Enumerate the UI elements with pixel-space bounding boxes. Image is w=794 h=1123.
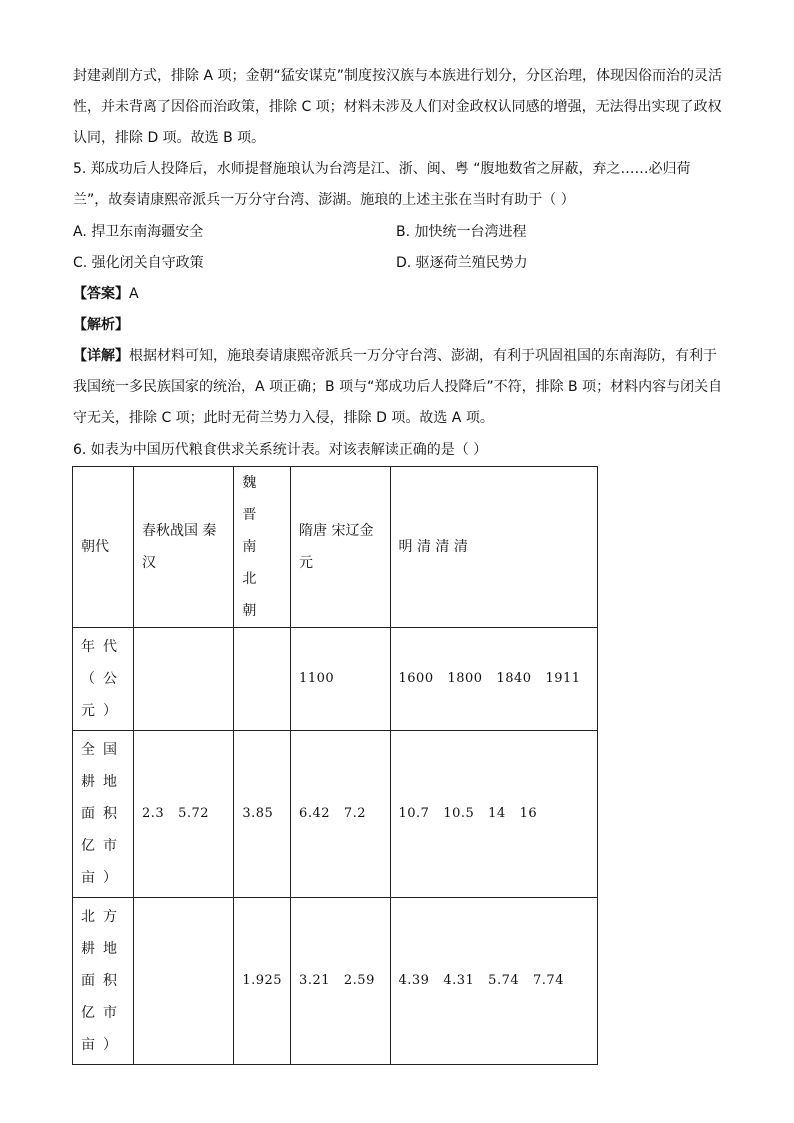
q5-analysis: [73, 315, 129, 335]
table-cell: 2.3 5.72: [134, 731, 234, 898]
detail-text-1: 根据材料可知，施琅奏请康熙帝派兵一万分守台湾、澎湖，有利于巩固祖国的东南海防，有利于: [129, 348, 717, 364]
table-cell: 3.21 2.59: [291, 898, 390, 1065]
q5-option-a: A. 捍卫东南海疆安全: [73, 224, 204, 240]
q5-option-d: D. 驱逐荷兰殖民势力: [396, 255, 528, 271]
table-cell: 3.85: [234, 731, 291, 898]
table-cell: [134, 898, 234, 1065]
q5-detail-line-3: 守无关，排除 C 项；此时无荷兰势力入侵，排除 D 项。故选 A 项。: [73, 410, 494, 426]
q5-detail-line-1: [73, 346, 717, 366]
q6-stem: 6. 如表为中国历代粮食供求关系统计表。对该表解读正确的是（ ）: [73, 442, 488, 458]
q5-answer: [73, 284, 139, 304]
table-header-row: [73, 467, 598, 628]
table-cell: 4.39 4.31 5.74 7.74: [390, 898, 598, 1065]
answer-tag: 【答案】: [73, 286, 129, 302]
header-cell: 明 清 清 清: [390, 467, 598, 628]
header-cell: 魏晋南北朝: [234, 467, 291, 628]
paragraph-line-3: 认同，排除 D 项。故选 B 项。: [73, 130, 266, 146]
q5-detail-line-2: 我国统一多民族国家的统治，A 项正确；B 项与“郑成功后人投降后”不符，排除 B 项；材料内容与闭关自: [73, 379, 723, 395]
table-row: [73, 628, 598, 731]
paragraph-line-1: 封建剥削方式，排除 A 项；金朝“猛安谋克”制度按汉族与本族进行划分，分区治理，体现因俗而治的灵活: [73, 68, 722, 84]
table-cell: 1.925: [234, 898, 291, 1065]
header-cell: 隋唐 宋辽金元: [291, 467, 390, 628]
paragraph-line-2: 性，并未背离了因俗而治政策，排除 C 项；材料未涉及人们对金政权认同感的增强，无法得出实现了政权: [73, 99, 722, 115]
header-cell: 朝代: [73, 467, 134, 628]
header-cell: 春秋战国 秦汉: [134, 467, 234, 628]
table-cell: 1100: [291, 628, 390, 731]
analysis-tag: 【解析】: [73, 317, 129, 333]
row-label: 年代（公元）: [73, 628, 134, 731]
table-cell: [234, 628, 291, 731]
row-label: 全国耕地面积亿市亩）: [73, 731, 134, 898]
q5-stem-line-2: 兰”，故奏请康熙帝派兵一万分守台湾、澎湖。施琅的上述主张在当时有助于（ ）: [73, 192, 575, 208]
q5-stem-line-1: 5. 郑成功后人投降后，水师提督施琅认为台湾是江、浙、闽、粤 “腹地数省之屏蔽，弃之……必归荷: [73, 161, 691, 177]
table-cell: 10.7 10.5 14 16: [390, 731, 598, 898]
row-label: 北方耕地面积亿市亩）: [73, 898, 134, 1065]
table-cell: 6.42 7.2: [291, 731, 390, 898]
grain-statistics-table: [72, 466, 598, 1065]
table-cell: 1600 1800 1840 1911: [390, 628, 598, 731]
table-row: [73, 898, 598, 1065]
q5-option-c: C. 强化闭关自守政策: [73, 255, 204, 271]
q5-option-b: B. 加快统一台湾进程: [396, 224, 527, 240]
detail-tag: 【详解】: [73, 348, 129, 364]
answer-value: A: [129, 286, 139, 302]
table-row: [73, 731, 598, 898]
table-cell: [134, 628, 234, 731]
